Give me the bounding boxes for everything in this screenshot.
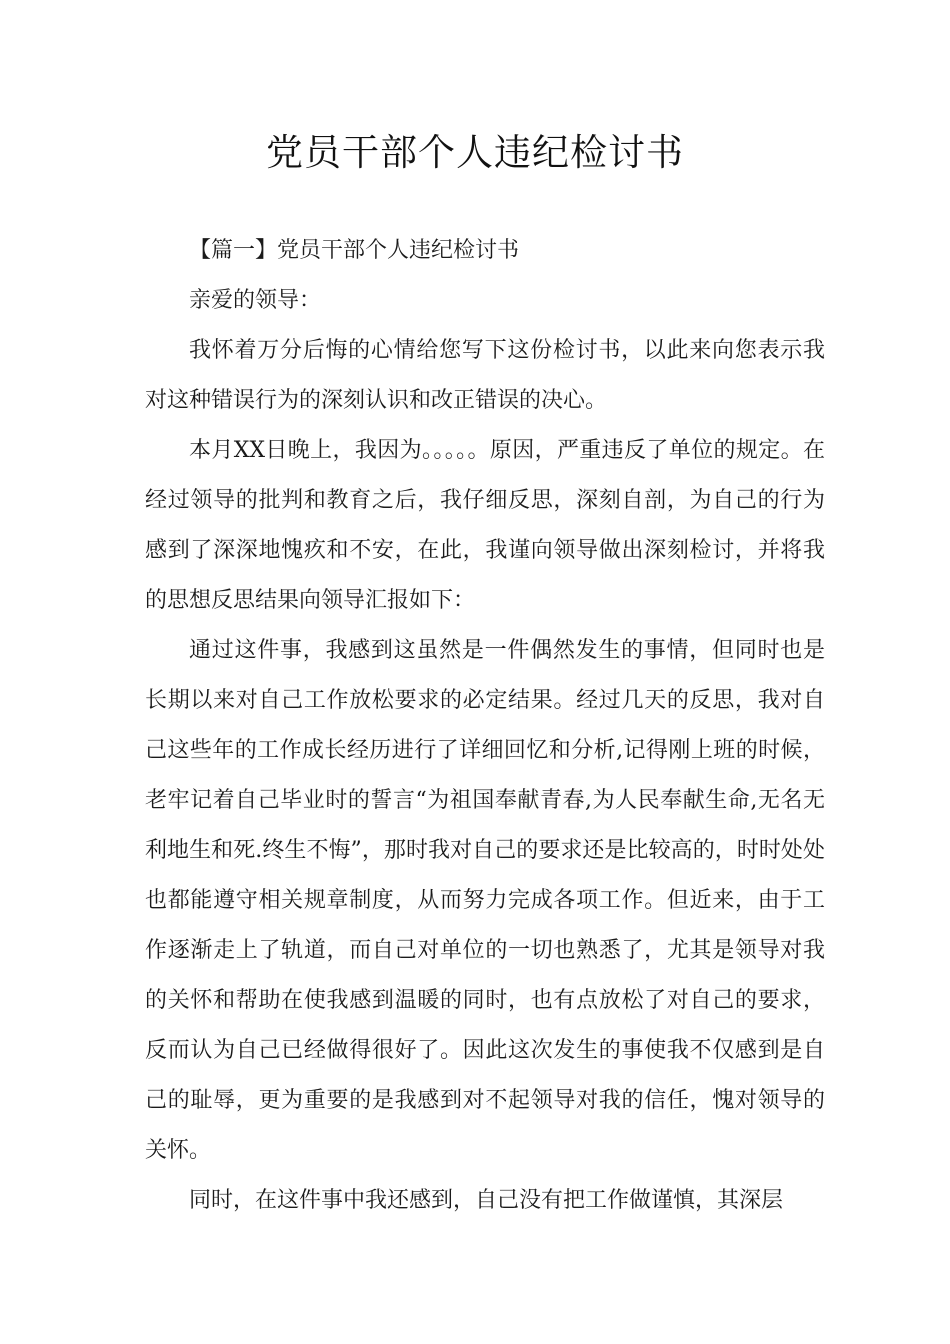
paragraph-2: 本月XX日晚上，我因为。。。。。原因，严重违反了单位的规定。在经过领导的批判和教育之后，我仔细反思，深刻自剖，为自己的行为感到了深深地愧疚和不安，在此，我谨向领导做出深刻检讨，并将我的思想反思结果向领导汇报如下： <box>145 438 825 613</box>
section-heading: 【篇一】党员干部个人违纪检讨书 <box>189 238 520 263</box>
paragraph-3: 通过这件事，我感到这虽然是一件偶然发生的事情，但同时也是长期以来对自己工作放松要求的必定结果。经过几天的反思，我对自己这些年的工作成长经历进行了详细回忆和分析,记得刚上班的时候，老牢记着自己毕业时的誓言“为祖国奉献青春,为人民奉献生命,无名无利地生和死.终生不悔”，那时我对自己的要求还是比较高的，时时处处也都能遵守相关规章制度，从而努力完成各项工作。但近来，由于工作逐渐走上了轨道，而自己对单位的一切也熟悉了，尤其是领导对我的关怀和帮助在使我感到温暖的同时，也有点放松了对自己的要求，反而认为自己已经做得很好了。因此这次发生的事使我不仅感到是自己的耻辱，更为重要的是我感到对不起领导对我的信任，愧对领导的关怀。 <box>145 638 825 1163</box>
document-body <box>145 226 825 1226</box>
document-title: 党员干部个人违纪检讨书 <box>266 131 684 174</box>
salutation: 亲爱的领导： <box>189 288 322 313</box>
paragraph-1: 我怀着万分后悔的心情给您写下这份检讨书，以此来向您表示我对这种错误行为的深刻认识和改正错误的决心。 <box>145 338 825 413</box>
paragraph-4: 同时，在这件事中我还感到，自己没有把工作做谨慎，其深层 <box>189 1188 784 1213</box>
